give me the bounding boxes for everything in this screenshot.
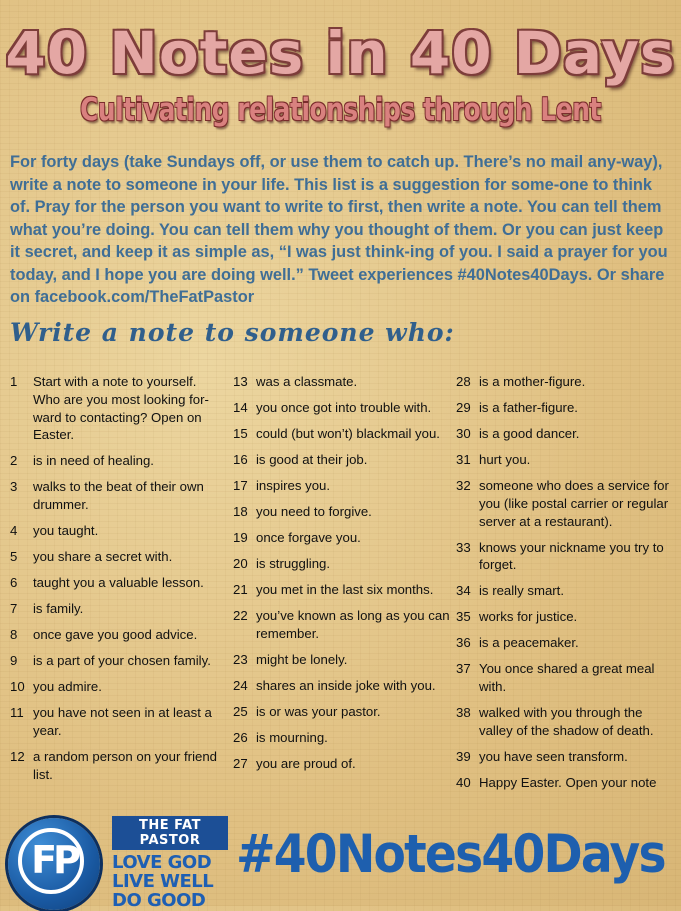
list-item <box>233 703 451 721</box>
list-item-text: you are proud of. <box>256 755 356 771</box>
list-item-text: walks to the beat of their own drummer. <box>33 479 204 513</box>
list-item-text: you have not seen in at least a year. <box>33 705 212 738</box>
list-item-number: 23 <box>233 651 248 667</box>
list-item <box>456 399 678 417</box>
list-item <box>456 451 678 469</box>
list-item <box>456 539 678 575</box>
list-item-number: 8 <box>10 627 18 643</box>
list-item-number: 11 <box>10 705 24 721</box>
list-item-number: 25 <box>233 703 248 719</box>
fat-pastor-logo <box>8 818 100 910</box>
list-item-number: 13 <box>233 374 248 389</box>
list-item-text: is struggling. <box>256 555 331 571</box>
list-item-text: taught you a valuable lesson. <box>33 575 204 591</box>
list-item-number: 27 <box>233 755 248 771</box>
list-item-number: 6 <box>10 575 18 591</box>
list-item-number: 30 <box>456 425 471 441</box>
list-item-number: 33 <box>456 539 471 555</box>
list-item-number: 29 <box>456 399 471 415</box>
slogan-line-3: DO GOOD <box>112 890 206 911</box>
list-item <box>10 600 225 618</box>
list-item <box>10 748 225 784</box>
brand-name: THE FAT PASTOR <box>112 816 228 850</box>
list-item-number: 2 <box>10 453 18 469</box>
list-item <box>233 555 451 573</box>
list-item <box>233 399 451 417</box>
list-item-number: 4 <box>10 523 18 539</box>
list-item-text: You once shared a great meal with. <box>479 661 655 695</box>
list-item-text: is a father-figure. <box>479 399 578 415</box>
list-item-text: shares an inside joke with you. <box>256 677 436 693</box>
list-item-text: you share a secret with. <box>33 549 173 565</box>
list-item-number: 34 <box>456 583 471 599</box>
list-item-number: 24 <box>233 677 248 693</box>
list-item-number: 10 <box>10 679 25 695</box>
list-item-number: 37 <box>456 661 471 677</box>
list-item-text: is or was your pastor. <box>256 703 381 719</box>
list-item-number: 31 <box>456 451 471 467</box>
list-item-number: 40 <box>456 774 471 790</box>
list-item-number: 19 <box>233 529 248 545</box>
list-item-number: 3 <box>10 479 18 495</box>
list-item-text: once forgave you. <box>256 529 361 545</box>
list-item-number: 9 <box>10 653 18 669</box>
slogan-line-1: LOVE GOD <box>112 852 212 873</box>
list-item-text: once gave you good advice. <box>33 627 198 643</box>
list-item-text: hurt you. <box>479 451 531 467</box>
list-item <box>10 373 225 444</box>
list-item-number: 39 <box>456 748 471 764</box>
list-item-text: is family. <box>33 601 84 617</box>
list-item-text: you have seen transform. <box>479 748 628 764</box>
list-item-number: 7 <box>10 601 18 617</box>
list-item-number: 28 <box>456 374 471 389</box>
list-column-1 <box>10 373 225 792</box>
list-item-text: knows your nickname you try to forget. <box>479 539 664 573</box>
page-title: 40 Notes in 40 Days <box>5 19 676 87</box>
page-subtitle: Cultivating relationships through Lent <box>80 92 601 128</box>
list-item <box>233 729 451 747</box>
list-item-number: 22 <box>233 607 248 623</box>
list-item-text: is really smart. <box>479 583 564 599</box>
list-item-text: is good at their job. <box>256 451 368 467</box>
list-column-2 <box>233 373 451 781</box>
list-item-number: 15 <box>233 425 248 441</box>
list-item <box>456 634 678 652</box>
list-heading: Write a note to someone who: <box>10 318 455 347</box>
list-item <box>456 582 678 600</box>
list-item-text: is a good dancer. <box>479 425 580 441</box>
list-item-text: is mourning. <box>256 729 328 745</box>
list-item <box>456 425 678 443</box>
list-item-number: 38 <box>456 705 471 721</box>
hashtag: #40Notes40Days <box>236 824 665 885</box>
list-item <box>233 477 451 495</box>
list-item <box>233 607 451 643</box>
list-item <box>233 373 451 391</box>
list-item-number: 1 <box>10 374 18 389</box>
list-item-text: could (but won’t) blackmail you. <box>256 425 440 441</box>
list-item-number: 14 <box>233 399 248 415</box>
list-item-text: is a mother-figure. <box>479 374 586 389</box>
list-item-text: you need to forgive. <box>256 503 372 519</box>
list-item <box>10 626 225 644</box>
list-item <box>233 651 451 669</box>
intro-paragraph: For forty days (take Sundays off, or use them to catch up. There’s no mail any-way), write a note to someone in your life. This list is a suggestion for some-one to think of. Pray for the person you want to write to first, then write a note. You can tell them what you’re doing. You can tell them why you thought of them. Or you can just keep it secret, and keep it as simple as, “I was just think-ing of you. I said a prayer for you today, and I hope you are doing well.” Tweet experiences #40Notes40Days. Or share on facebook.com/TheFatPastor <box>10 153 668 306</box>
list-item <box>233 451 451 469</box>
list-item <box>233 503 451 521</box>
brand-block <box>112 816 228 910</box>
list-item-number: 36 <box>456 635 471 651</box>
list-item <box>10 478 225 514</box>
list-item <box>456 660 678 696</box>
list-item-text: you admire. <box>33 679 102 695</box>
list-item-text: is a peacemaker. <box>479 635 579 651</box>
list-item <box>10 522 225 540</box>
list-item <box>233 755 451 773</box>
list-item-text: you’ve known as long as you can remember. <box>256 607 450 641</box>
list-item-number: 26 <box>233 729 248 745</box>
slogan-line-2: LIVE WELL <box>112 871 214 892</box>
list-item <box>10 548 225 566</box>
logo-letters: FP <box>31 838 77 882</box>
list-item <box>456 373 678 391</box>
list-item <box>233 529 451 547</box>
list-item-text: you met in the last six months. <box>256 581 434 597</box>
list-column-3 <box>456 373 678 800</box>
list-item-text: someone who does a service for you (like postal carrier or regular server at a restaurant). <box>479 477 669 529</box>
list-item <box>456 774 678 792</box>
list-item-text: a random person on your friend list. <box>33 748 218 782</box>
list-item-text: was a classmate. <box>256 374 358 389</box>
list-item-text: Start with a note to yourself. Who are you most looking for-ward to contacting? Open on Easter. <box>33 374 209 443</box>
list-item-text: Happy Easter. Open your note <box>479 774 657 790</box>
list-item <box>233 581 451 599</box>
list-item-number: 20 <box>233 555 248 571</box>
list-item-text: is a part of your chosen family. <box>33 653 211 669</box>
list-item <box>233 677 451 695</box>
list-item-number: 32 <box>456 477 471 493</box>
list-item-number: 21 <box>233 581 248 597</box>
list-item <box>456 748 678 766</box>
list-item-text: is in need of healing. <box>33 453 154 469</box>
list-item <box>10 574 225 592</box>
list-item-text: you once got into trouble with. <box>256 399 432 415</box>
list-item <box>10 704 225 740</box>
list-item-text: inspires you. <box>256 477 331 493</box>
list-item <box>456 704 678 740</box>
list-item-number: 17 <box>233 477 248 493</box>
list-item-text: works for justice. <box>479 609 578 625</box>
list-item-number: 12 <box>10 748 25 764</box>
list-item <box>456 608 678 626</box>
list-item-number: 16 <box>233 451 248 467</box>
list-item-text: walked with you through the valley of the shadow of death. <box>479 705 654 738</box>
list-item <box>233 425 451 443</box>
list-item-text: might be lonely. <box>256 651 348 667</box>
list-item-text: you taught. <box>33 523 99 539</box>
list-item-number: 35 <box>456 609 471 625</box>
list-item-number: 5 <box>10 549 18 565</box>
list-item <box>456 477 678 530</box>
footer <box>0 810 681 911</box>
list-item-number: 18 <box>233 503 248 519</box>
list-item <box>10 678 225 696</box>
list-item <box>10 452 225 470</box>
list-item <box>10 652 225 670</box>
